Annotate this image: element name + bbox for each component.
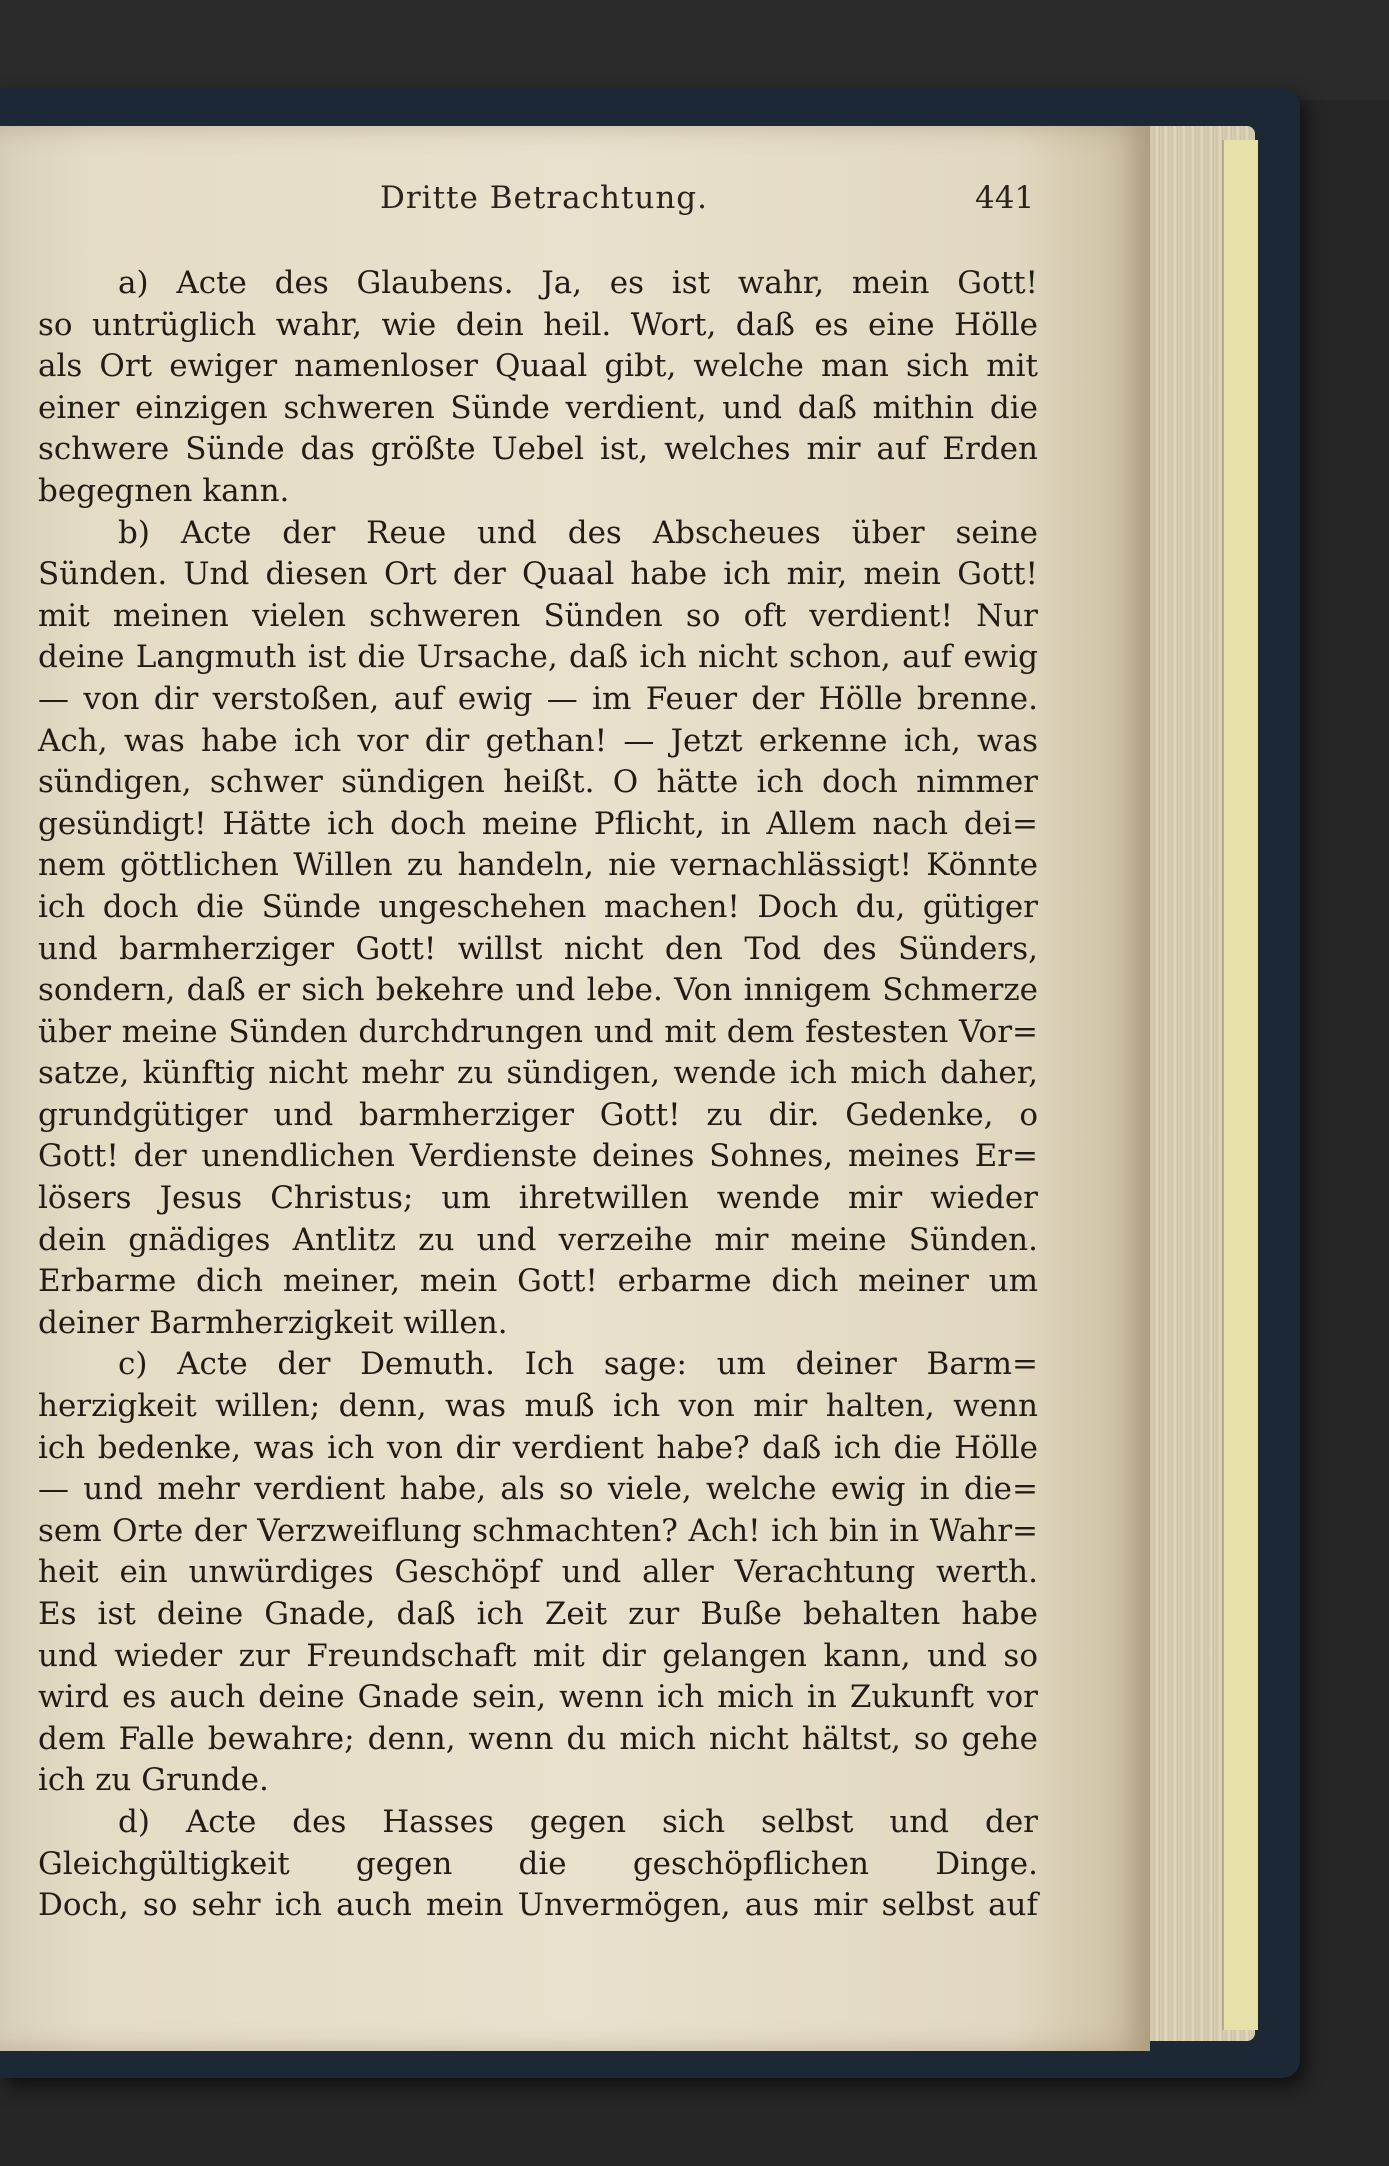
text-line: dein gnädiges Antlitz zu und verzeihe mir meine Sünden. (38, 1221, 1038, 1258)
text-line: d) Acte des Hasses gegen sich selbst und der (118, 1803, 1038, 1840)
text-line: wird es auch deine Gnade sein, wenn ich mich in Zukunft vor (38, 1679, 1038, 1716)
text-line: a) Acte des Glaubens. Ja, es ist wahr, mein Gott! (118, 265, 1038, 301)
text-line: deiner Barmherzigkeit willen. (38, 1304, 508, 1341)
text-line: schwere Sünde das größte Uebel ist, welches mir auf Erden (38, 431, 1038, 468)
text-line: ich doch die Sünde ungeschehen machen! Doch du, gütiger (38, 888, 1038, 925)
text-line: sem Orte der Verzweiflung schmachten? Ach! ich bin in Wahr= (38, 1512, 1038, 1549)
text-line: und barmherziger Gott! willst nicht den Tod des Sünders, (38, 930, 1038, 967)
text-line: ich bedenke, was ich von dir verdient habe? daß ich die Hölle (38, 1429, 1038, 1466)
text-line: und wieder zur Freundschaft mit dir gelangen kann, und so (38, 1637, 1038, 1674)
text-line: Gott! der unendlichen Verdienste deines Sohnes, meines Er= (38, 1138, 1038, 1175)
text-line: begegnen kann. (38, 472, 290, 509)
running-title: Dritte Betrachtung. (380, 180, 709, 216)
text-line: sündigen, schwer sündigen heißt. O hätte ich doch nimmer (38, 764, 1038, 801)
text-line: ich zu Grunde. (38, 1762, 269, 1799)
body-text (38, 263, 1038, 1927)
text-line: grundgütiger und barmherziger Gott! zu dir. Gedenke, o (38, 1096, 1038, 1133)
page-number: 441 (975, 180, 1035, 216)
text-line: — und mehr verdient habe, als so viele, welche ewig in die= (38, 1471, 1038, 1508)
text-line: c) Acte der Demuth. Ich sage: um deiner Barm= (118, 1346, 1038, 1383)
text-line: Ach, was habe ich vor dir gethan! — Jetzt erkenne ich, was (38, 722, 1038, 759)
text-line: satze, künftig nicht mehr zu sündigen, wende ich mich daher, (38, 1055, 1038, 1092)
text-line: Doch, so sehr ich auch mein Unvermögen, aus mir selbst auf (38, 1887, 1038, 1924)
text-line: nem göttlichen Willen zu handeln, nie vernachlässigt! Könnte (38, 847, 1038, 884)
background (0, 0, 1389, 100)
text-line: herzigkeit willen; denn, was muß ich von mir halten, wenn (38, 1388, 1038, 1425)
text-line: einer einzigen schweren Sünde verdient, und daß mithin die (38, 389, 1038, 426)
text-line: Erbarme dich meiner, mein Gott! erbarme dich meiner um (38, 1263, 1038, 1300)
page-header (0, 180, 1150, 230)
text-line: mit meinen vielen schweren Sünden so oft verdient! Nur (38, 597, 1038, 634)
text-line: Sünden. Und diesen Ort der Quaal habe ich mir, mein Gott! (38, 556, 1038, 593)
text-line: als Ort ewiger namenloser Quaal gibt, welche man sich mit (38, 348, 1038, 385)
text-line: — von dir verstoßen, auf ewig — im Feuer der Hölle brenne. (38, 680, 1038, 717)
text-line: so untrüglich wahr, wie dein heil. Wort, daß es eine Hölle (38, 306, 1038, 343)
text-line: heit ein unwürdiges Geschöpf und aller Verachtung werth. (38, 1554, 1038, 1591)
text-line: gesündigt! Hätte ich doch meine Pflicht, in Allem nach dei= (38, 805, 1038, 842)
text-line: dem Falle bewahre; denn, wenn du mich nicht hältst, so gehe (38, 1720, 1038, 1757)
text-line: über meine Sünden durchdrungen und mit dem festesten Vor= (38, 1013, 1038, 1050)
text-line: b) Acte der Reue und des Abscheues über seine (118, 514, 1038, 551)
text-line: sondern, daß er sich bekehre und lebe. Von innigem Schmerze (38, 972, 1038, 1009)
text-line: deine Langmuth ist die Ursache, daß ich nicht schon, auf ewig (38, 639, 1038, 676)
text-line: Gleichgültigkeit gegen die geschöpflichen Dinge. (38, 1845, 1038, 1882)
text-line: Es ist deine Gnade, daß ich Zeit zur Buße behalten habe (38, 1596, 1038, 1632)
text-line: lösers Jesus Christus; um ihretwillen wende mir wieder (38, 1180, 1038, 1217)
page-edge-endpaper (1222, 140, 1258, 2030)
